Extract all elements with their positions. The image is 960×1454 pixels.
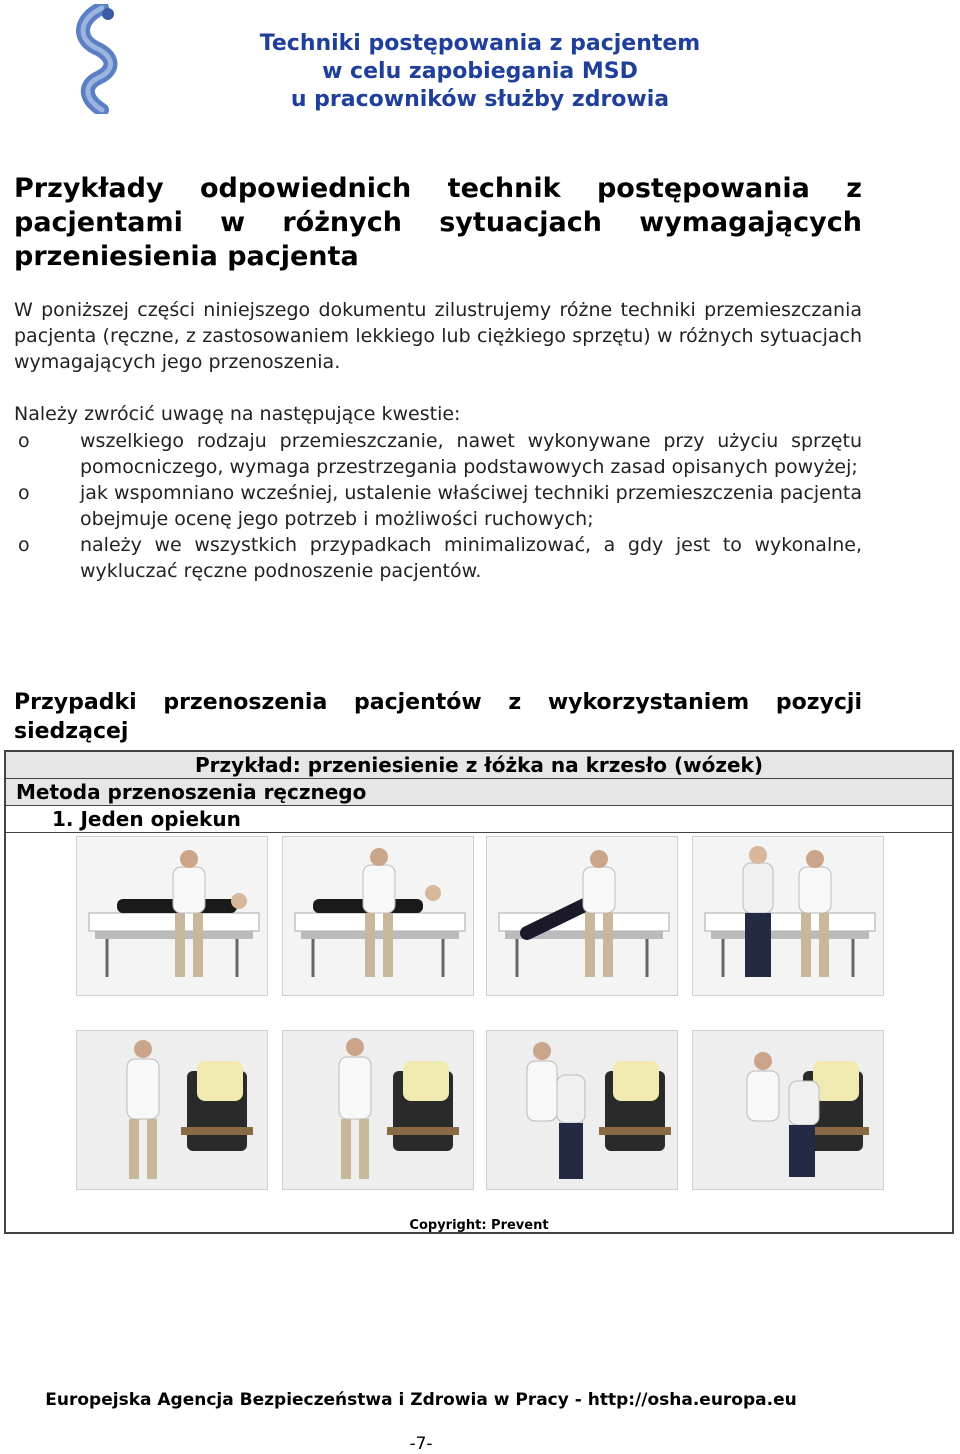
example-table [4,750,954,1234]
page-title: Przykłady odpowiednich technik postępowania z pacjentami w różnych sytuacjach wymagających przeniesienia pacjenta [14,173,862,272]
bullet-marker: o [18,482,30,504]
header-line-2: w celu zapobiegania MSD [322,59,638,84]
copyright-note: Copyright: Prevent [409,1218,549,1233]
photo-step-4 [692,836,884,996]
footer-text: Europejska Agencja Bezpieczeństwa i Zdrowia w Pracy - http://osha.europa.eu [45,1390,797,1410]
example-title: Przykład: przeniesienie z łóżka na krzesło (wózek) [6,752,952,779]
method-label: Metoda przenoszenia ręcznego [6,779,952,806]
document-header [150,30,810,114]
bullet-marker: o [18,534,30,556]
list-item-text: należy we wszystkich przypadkach minimalizować, a gdy jest to wykonalne, wykluczać ręczne podnoszenie pacjentów. [80,534,862,582]
photo-step-8 [692,1030,884,1190]
list-item [14,532,862,584]
photo-step-7 [486,1030,678,1190]
page-number: -7- [409,1434,433,1454]
notes-heading: Należy zwrócić uwagę na następujące kwestie: [14,403,461,425]
photo-step-5 [76,1030,268,1190]
list-item-text: jak wspomniano wcześniej, ustalenie właściwej techniki przemieszczenia pacjenta obejmuje ocenę jego potrzeb i możliwości ruchowych; [80,482,862,530]
list-item [14,480,862,532]
photo-step-3 [486,836,678,996]
photo-step-1 [76,836,268,996]
caregiver-subtitle: 1. Jeden opiekun [6,806,952,833]
header-line-1: Techniki postępowania z pacjentem [259,31,701,56]
section-heading: Przypadki przenoszenia pacjentów z wykorzystaniem pozycji siedzącej [14,690,862,744]
intro-paragraph: W poniższej części niniejszego dokumentu zilustrujemy różne techniki przemieszczania pacjenta (ręczne, z zastosowaniem lekkiego lub ciężkiego sprzętu) w różnych sytuacjach wymagających jego przenoszenia. [14,299,862,373]
photo-step-2 [282,836,474,996]
list-item-text: wszelkiego rodzaju przemieszczanie, nawet wykonywane przy użyciu sprzętu pomocniczego, wymaga przestrzegania podstawowych zasad opisanych powyżej; [80,430,862,478]
notes-list [14,428,862,584]
list-item [14,428,862,480]
header-line-3: u pracowników służby zdrowia [290,87,670,112]
photo-step-6 [282,1030,474,1190]
spine-logo-icon [62,4,142,114]
logo [62,4,142,114]
bullet-marker: o [18,430,30,452]
